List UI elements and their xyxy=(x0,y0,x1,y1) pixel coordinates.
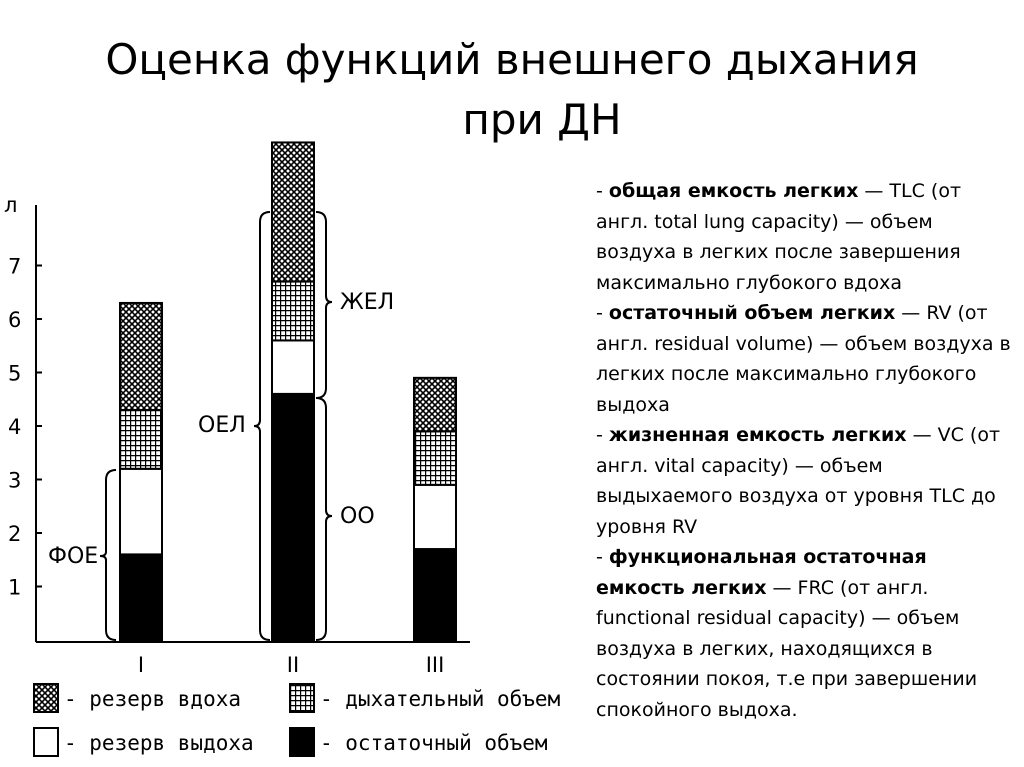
annotation-zhel: ЖЕЛ xyxy=(340,290,395,315)
legend xyxy=(34,684,561,756)
y-axis-label: л xyxy=(4,193,18,217)
bar-segment xyxy=(120,410,162,469)
annotation-oo: ОО xyxy=(340,504,375,529)
bracket-oel xyxy=(254,212,270,640)
bar-segment xyxy=(272,142,314,281)
bar-segment xyxy=(272,340,314,394)
bracket-oo xyxy=(316,398,332,640)
bar-1 xyxy=(120,303,162,640)
x-tick-label: II xyxy=(286,653,300,677)
legend-label-tidal: - дыхательный объем xyxy=(320,687,561,711)
bars xyxy=(120,142,456,640)
legend-label-reserve-exhale: - резерв выдоха xyxy=(64,731,254,755)
y-tick-label: 3 xyxy=(8,468,22,493)
definition-vc: - жизненная емкость легких — VC (от англ. vital capacity) — объем выдыхаемого воздуха от уровня TLC до уровня RV xyxy=(596,424,1001,538)
legend-label-reserve-inhale: - резерв вдоха xyxy=(64,687,242,711)
legend-swatch-reserve-exhale xyxy=(34,728,58,756)
bar-segment xyxy=(414,431,456,485)
legend-label-residual: - остаточный объем xyxy=(320,731,548,755)
bar-segment xyxy=(414,549,456,640)
annotation-oel: ОЕЛ xyxy=(198,413,246,438)
y-tick-label: 2 xyxy=(8,522,22,546)
bracket-zhel xyxy=(316,212,332,398)
y-axis xyxy=(4,193,42,642)
bar-segment xyxy=(120,469,162,555)
y-tick-label: 5 xyxy=(8,361,22,386)
y-tick-label: 7 xyxy=(8,254,22,279)
legend-swatch-residual xyxy=(290,728,314,756)
x-tick-label: I xyxy=(137,653,145,677)
bar-3 xyxy=(414,378,456,640)
term-tlc: общая емкость легких xyxy=(608,180,859,202)
legend-swatch-tidal xyxy=(290,684,314,712)
term-vc: жизненная емкость легких xyxy=(608,424,907,446)
bar-segment xyxy=(272,282,314,341)
term-rv: остаточный объем легких xyxy=(608,302,896,324)
legend-swatch-reserve-inhale xyxy=(34,684,58,712)
x-tick-labels xyxy=(138,653,444,677)
definition-rv: - остаточный объем легких — RV (от англ. residual volume) — объем воздуха в легких после максимально глубокого выдоха xyxy=(596,302,1011,416)
x-tick-label: III xyxy=(425,653,445,677)
bar-segment xyxy=(272,394,314,640)
bar-segment xyxy=(414,378,456,432)
bar-2 xyxy=(272,142,314,640)
y-tick-label: 6 xyxy=(8,308,22,332)
bar-segment xyxy=(414,485,456,549)
term-frc: функциональная остаточная емкость легких xyxy=(596,546,927,599)
bar-segment xyxy=(120,554,162,640)
definition-tlc: - общая емкость легких — TLC (от англ. total lung capacity) — объем воздуха в легких после завершения максимально глубокого вдоха xyxy=(596,180,962,294)
definitions-list xyxy=(596,176,1016,725)
bar-segment xyxy=(120,303,162,410)
y-tick-label: 4 xyxy=(8,415,22,439)
slide-title-line1: Оценка функций внешнего дыхания xyxy=(105,35,919,84)
bracket-foe xyxy=(100,470,116,640)
annotation-foe: ФОЕ xyxy=(48,544,99,569)
slide-title-line2: при ДН xyxy=(462,95,622,144)
y-tick-label: 1 xyxy=(8,575,22,600)
definition-frc: - функциональная остаточная емкость легких — FRC (от англ. functional residual capacity) — объем воздуха в легких, находящихся в состоянии покоя, т.е при завершении спокойного выдоха. xyxy=(596,546,978,721)
